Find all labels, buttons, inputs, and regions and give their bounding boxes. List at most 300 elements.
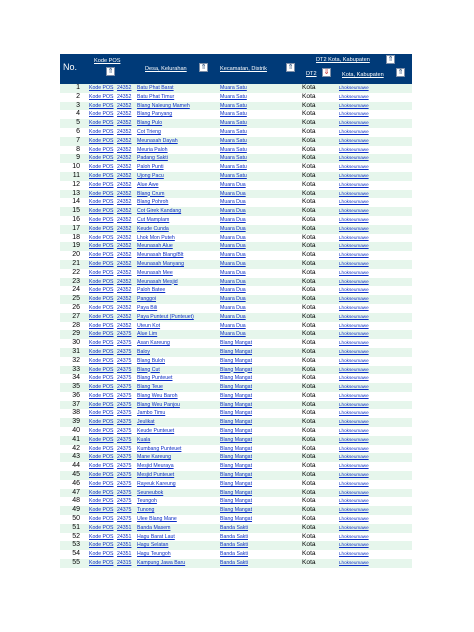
kabupaten-link[interactable]: Lhokseumawe (339, 472, 369, 478)
kabupaten-link[interactable]: Lhokseumawe (339, 384, 369, 390)
kode-pos-link[interactable]: Kode POS (89, 480, 114, 487)
kabupaten-link[interactable]: Lhokseumawe (339, 542, 369, 548)
desa-link[interactable]: Blang Panyang (137, 111, 173, 118)
postal-code-link[interactable]: 24375 (117, 498, 132, 505)
postal-code-link[interactable]: 24375 (117, 419, 132, 426)
kabupaten-link[interactable]: Lhokseumawe (339, 260, 369, 266)
kecamatan-link[interactable]: Banda Sakti (220, 542, 248, 549)
sort-link-dt2[interactable]: DT2 (306, 71, 317, 77)
kode-pos-link[interactable]: Kode POS (89, 524, 114, 531)
kabupaten-link[interactable]: Lhokseumawe (339, 102, 369, 108)
row-number: 13 (72, 189, 80, 197)
kode-pos-link[interactable]: Kode POS (89, 287, 114, 294)
kecamatan-link[interactable]: Muara Dua (220, 278, 246, 285)
desa-link[interactable]: Paya Punteut (Punteuet) (137, 313, 194, 320)
desa-link[interactable]: Mane Kareung (137, 454, 172, 461)
kode-pos-link[interactable]: Kode POS (89, 375, 114, 382)
kecamatan-link[interactable]: Blang Mangat (220, 401, 253, 408)
postal-code-link[interactable]: 24375 (117, 480, 132, 487)
kabupaten-link[interactable]: Lhokseumawe (339, 172, 369, 178)
desa-link[interactable]: Blang Buloh (137, 357, 165, 364)
kecamatan-link[interactable]: Muara Dua (220, 225, 246, 232)
kabupaten-link[interactable]: Lhokseumawe (339, 216, 369, 222)
kecamatan-link[interactable]: Muara Dua (220, 287, 246, 294)
postal-code-link[interactable]: 24375 (117, 366, 132, 373)
postal-code-link[interactable]: 24352 (117, 155, 132, 162)
postal-code-link[interactable]: 24375 (117, 472, 132, 479)
kabupaten-link[interactable]: Lhokseumawe (339, 225, 369, 231)
row-number: 11 (72, 171, 80, 179)
kabupaten-link[interactable]: Lhokseumawe (339, 93, 369, 99)
kecamatan-link[interactable]: Muara Satu (220, 164, 247, 171)
kode-pos-link[interactable]: Kode POS (89, 516, 114, 523)
postal-code-link[interactable]: 24375 (117, 331, 132, 338)
postal-code-link[interactable]: 24351 (117, 533, 132, 540)
kode-pos-link[interactable]: Kode POS (89, 225, 114, 232)
kecamatan-link[interactable]: Blang Mangat (220, 348, 253, 355)
row-number: 41 (72, 435, 80, 443)
desa-link[interactable]: Keude Punteuet (137, 428, 175, 435)
desa-link[interactable]: Seuneubok (137, 489, 164, 496)
kabupaten-link[interactable]: Lhokseumawe (339, 348, 369, 354)
kecamatan-link[interactable]: Blang Mangat (220, 366, 253, 373)
postal-code-link[interactable]: 24352 (117, 93, 132, 100)
kode-pos-link[interactable]: Kode POS (89, 278, 114, 285)
kode-pos-link[interactable]: Kode POS (89, 560, 114, 567)
desa-link[interactable]: Meunasah Mee (137, 269, 173, 276)
postal-code-link[interactable]: 24352 (117, 304, 132, 311)
desa-link[interactable]: Jambo Timu (137, 410, 166, 417)
kabupaten-link[interactable]: Lhokseumawe (339, 304, 369, 310)
kode-pos-link[interactable]: Kode POS (89, 463, 114, 470)
row-number: 17 (72, 224, 80, 232)
desa-link[interactable]: Paya Bili (137, 304, 158, 311)
desa-link[interactable]: Ujong Pacu (137, 172, 164, 179)
postal-code-link[interactable]: 24375 (117, 428, 132, 435)
kode-pos-link[interactable]: Kode POS (89, 93, 114, 100)
kecamatan-link[interactable]: Muara Dua (220, 260, 246, 267)
postal-code-link[interactable]: 24375 (117, 340, 132, 347)
postal-code-link[interactable]: 24352 (117, 111, 132, 118)
kecamatan-link[interactable]: Muara Dua (220, 304, 246, 311)
postal-code-link[interactable]: 24375 (117, 401, 132, 408)
desa-link[interactable]: Batu Phat Timur (137, 93, 175, 100)
kode-pos-link[interactable]: Kode POS (89, 155, 114, 162)
kabupaten-link[interactable]: Lhokseumawe (339, 445, 369, 451)
sort-link-desa[interactable]: Desa, Kelurahan (145, 66, 187, 72)
desa-link[interactable]: Kumbang Punteuet (137, 445, 182, 452)
kecamatan-link[interactable]: Blang Mangat (220, 419, 253, 426)
table-row (60, 559, 412, 568)
kode-pos-link[interactable]: Kode POS (89, 304, 114, 311)
kabupaten-link[interactable]: Lhokseumawe (339, 410, 369, 416)
sort-up-icon[interactable]: ⇑ (200, 64, 207, 71)
kode-pos-link[interactable]: Kode POS (89, 366, 114, 373)
kabupaten-link[interactable]: Lhokseumawe (339, 234, 369, 240)
kode-pos-link[interactable]: Kode POS (89, 181, 114, 188)
kode-pos-link[interactable]: Kode POS (89, 392, 114, 399)
desa-link[interactable]: Cot Girek Kandang (137, 208, 182, 215)
kecamatan-link[interactable]: Muara Dua (220, 269, 246, 276)
kecamatan-link[interactable]: Muara Dua (220, 216, 246, 223)
desa-link[interactable]: Alue Lim (137, 331, 158, 338)
kode-pos-link[interactable]: Kode POS (89, 260, 114, 267)
kode-pos-link[interactable]: Kode POS (89, 533, 114, 540)
postal-code-link[interactable]: 24352 (117, 313, 132, 320)
kode-pos-link[interactable]: Kode POS (89, 208, 114, 215)
kode-pos-link[interactable]: Kode POS (89, 384, 114, 391)
postal-code-link[interactable]: 24375 (117, 392, 132, 399)
postal-code-link[interactable]: 24352 (117, 181, 132, 188)
kode-pos-link[interactable]: Kode POS (89, 445, 114, 452)
desa-link[interactable]: Lhok Mon Puteh (137, 234, 175, 241)
kode-pos-link[interactable]: Kode POS (89, 498, 114, 505)
desa-link[interactable]: Padang Sakti (137, 155, 168, 162)
desa-link[interactable]: Cot Trieng (137, 128, 161, 135)
postal-code-link[interactable]: 24375 (117, 384, 132, 391)
desa-link[interactable]: Rayeuk Kareung (137, 480, 176, 487)
kecamatan-link[interactable]: Muara Dua (220, 252, 246, 259)
desa-link[interactable]: Tunong (137, 507, 155, 514)
kabupaten-link[interactable]: Lhokseumawe (339, 436, 369, 442)
kode-pos-link[interactable]: Kode POS (89, 252, 114, 259)
kode-pos-link[interactable]: Kode POS (89, 322, 114, 329)
desa-link[interactable]: Hagu Selatan (137, 542, 169, 549)
postal-code-link[interactable]: 24375 (117, 375, 132, 382)
postal-code-link[interactable]: 24352 (117, 278, 132, 285)
kode-pos-link[interactable]: Kode POS (89, 340, 114, 347)
kode-pos-link[interactable]: Kode POS (89, 507, 114, 514)
postal-code-link[interactable]: 24352 (117, 243, 132, 250)
desa-link[interactable]: Blang Pulo (137, 120, 163, 127)
kabupaten-link[interactable]: Lhokseumawe (339, 296, 369, 302)
kode-pos-link[interactable]: Kode POS (89, 234, 114, 241)
kode-pos-link[interactable]: Kode POS (89, 137, 114, 144)
postal-code-link[interactable]: 24352 (117, 234, 132, 241)
kabupaten-link[interactable]: Lhokseumawe (339, 392, 369, 398)
desa-link[interactable]: Meuria Paloh (137, 146, 168, 153)
kabupaten-link[interactable]: Lhokseumawe (339, 463, 369, 469)
kabupaten-link[interactable]: Lhokseumawe (339, 375, 369, 381)
desa-link[interactable]: Blang Weu Panjou (137, 401, 180, 408)
kecamatan-link[interactable]: Muara Dua (220, 190, 246, 197)
desa-link[interactable]: Blang Teue (137, 384, 163, 391)
kabupaten-link[interactable]: Lhokseumawe (339, 199, 369, 205)
dt2-type: Kota (302, 154, 316, 162)
desa-link[interactable]: Banda Masem (137, 524, 171, 531)
kabupaten-link[interactable]: Lhokseumawe (339, 454, 369, 460)
postal-code-link[interactable]: 24352 (117, 128, 132, 135)
kode-pos-link[interactable]: Kode POS (89, 199, 114, 206)
sort-link-kecamatan[interactable]: Kecamatan, Distrik (220, 66, 267, 72)
desa-link[interactable]: Jeulikat (137, 419, 155, 426)
desa-link[interactable]: Meunasah Alue (137, 243, 173, 250)
sort-link-kode-pos[interactable]: Kode POS (94, 58, 121, 64)
kode-pos-link[interactable]: Kode POS (89, 146, 114, 153)
postal-code-link[interactable]: 24352 (117, 146, 132, 153)
kecamatan-link[interactable]: Muara Satu (220, 137, 247, 144)
sort-down-icon[interactable]: ⇓ (323, 69, 330, 76)
kode-pos-link[interactable]: Kode POS (89, 172, 114, 179)
desa-link[interactable]: Paloh Batee (137, 287, 166, 294)
desa-link[interactable]: Alue Awe (137, 181, 159, 188)
postal-code-link[interactable]: 24352 (117, 102, 132, 109)
desa-link[interactable]: Blang Cut (137, 366, 160, 373)
kode-pos-link[interactable]: Kode POS (89, 401, 114, 408)
kecamatan-link[interactable]: Muara Satu (220, 128, 247, 135)
kabupaten-link[interactable]: Lhokseumawe (339, 524, 369, 530)
postal-code-link[interactable]: 24352 (117, 225, 132, 232)
kode-pos-link[interactable]: Kode POS (89, 313, 114, 320)
desa-link[interactable]: Hagu Barat Laut (137, 533, 175, 540)
sort-link-dt2-kota-kabupaten[interactable]: DT2 Kota, Kabupaten (316, 57, 370, 63)
desa-link[interactable]: Keude Cunda (137, 225, 169, 232)
kecamatan-link[interactable]: Muara Satu (220, 93, 247, 100)
postal-code-link[interactable]: 24375 (117, 410, 132, 417)
postal-code-link[interactable]: 24375 (117, 507, 132, 514)
row-number: 42 (72, 444, 80, 452)
kecamatan-link[interactable]: Banda Sakti (220, 551, 248, 558)
kecamatan-link[interactable]: Muara Satu (220, 111, 247, 118)
kecamatan-link[interactable]: Blang Mangat (220, 507, 253, 514)
kecamatan-link[interactable]: Blang Mangat (220, 410, 253, 417)
kode-pos-link[interactable]: Kode POS (89, 243, 114, 250)
kabupaten-link[interactable]: Lhokseumawe (339, 419, 369, 425)
desa-link[interactable]: Baloy (137, 348, 150, 355)
kode-pos-link[interactable]: Kode POS (89, 269, 114, 276)
kode-pos-link[interactable]: Kode POS (89, 551, 114, 558)
kecamatan-link[interactable]: Blang Mangat (220, 498, 253, 505)
sort-up-icon[interactable]: ⇑ (107, 68, 114, 75)
desa-link[interactable]: Asan Kareung (137, 340, 170, 347)
desa-link[interactable]: Meunasah Dayah (137, 137, 178, 144)
kecamatan-link[interactable]: Blang Mangat (220, 375, 253, 382)
kecamatan-link[interactable]: Muara Dua (220, 243, 246, 250)
postal-code-link[interactable]: 24375 (117, 436, 132, 443)
postal-code-link[interactable]: 24352 (117, 172, 132, 179)
kecamatan-link[interactable]: Blang Mangat (220, 445, 253, 452)
kabupaten-link[interactable]: Lhokseumawe (339, 269, 369, 275)
table-row (60, 110, 412, 119)
desa-link[interactable]: Ulee Blang Mane (137, 516, 177, 523)
kecamatan-link[interactable]: Blang Mangat (220, 489, 253, 496)
kode-pos-link[interactable]: Kode POS (89, 111, 114, 118)
dt2-type: Kota (302, 92, 316, 100)
sort-up-icon[interactable]: ⇑ (387, 56, 394, 63)
kecamatan-link[interactable]: Blang Mangat (220, 357, 253, 364)
desa-link[interactable]: Meunasah Manyang (137, 260, 185, 267)
table-row (60, 181, 412, 190)
kabupaten-link[interactable]: Lhokseumawe (339, 190, 369, 196)
postal-code-link[interactable]: 24351 (117, 524, 132, 531)
kecamatan-link[interactable]: Banda Sakti (220, 524, 248, 531)
postal-code-link[interactable]: 24352 (117, 120, 132, 127)
sort-link-kota-kabupaten[interactable]: Kota, Kabupaten (342, 72, 384, 78)
postal-code-link[interactable]: 24352 (117, 85, 132, 91)
postal-code-link[interactable]: 24315 (117, 560, 132, 567)
postal-code-link[interactable]: 24352 (117, 199, 132, 206)
kabupaten-link[interactable]: Lhokseumawe (339, 322, 369, 328)
kabupaten-link[interactable]: Lhokseumawe (339, 146, 369, 152)
kecamatan-link[interactable]: Blang Mangat (220, 340, 253, 347)
sort-up-icon[interactable]: ⇑ (287, 64, 294, 71)
kecamatan-link[interactable]: Muara Dua (220, 208, 246, 215)
kecamatan-link[interactable]: Blang Mangat (220, 480, 253, 487)
postal-code-link[interactable]: 24375 (117, 454, 132, 461)
table-row (60, 524, 412, 533)
kabupaten-link[interactable]: Lhokseumawe (339, 278, 369, 284)
kabupaten-link[interactable]: Lhokseumawe (339, 208, 369, 214)
postal-code-link[interactable]: 24375 (117, 445, 132, 452)
kabupaten-link[interactable]: Lhokseumawe (339, 340, 369, 346)
kecamatan-link[interactable]: Muara Dua (220, 234, 246, 241)
postal-code-link[interactable]: 24375 (117, 357, 132, 364)
desa-link[interactable]: Kampung Jawa Baru (137, 560, 186, 567)
kecamatan-link[interactable]: Muara Satu (220, 146, 247, 153)
desa-link[interactable]: Meunasah Mesjid (137, 278, 178, 285)
kabupaten-link[interactable]: Lhokseumawe (339, 120, 369, 126)
kode-pos-link[interactable]: Kode POS (89, 331, 114, 338)
kabupaten-link[interactable]: Lhokseumawe (339, 181, 369, 187)
postal-code-link[interactable]: 24352 (117, 216, 132, 223)
desa-link[interactable]: Mesjid Punteuet (137, 472, 175, 479)
kabupaten-link[interactable]: Lhokseumawe (339, 243, 369, 249)
postal-code-link[interactable]: 24352 (117, 260, 132, 267)
kode-pos-link[interactable]: Kode POS (89, 216, 114, 223)
desa-link[interactable]: Blang Pohroh (137, 199, 169, 206)
kode-pos-link[interactable]: Kode POS (89, 489, 114, 496)
kabupaten-link[interactable]: Lhokseumawe (339, 480, 369, 486)
postal-code-link[interactable]: 24375 (117, 463, 132, 470)
postal-code-link[interactable]: 24375 (117, 516, 132, 523)
kabupaten-link[interactable]: Lhokseumawe (339, 428, 369, 434)
kode-pos-link[interactable]: Kode POS (89, 410, 114, 417)
desa-link[interactable]: Paloh Punti (137, 164, 164, 171)
kecamatan-link[interactable]: Banda Sakti (220, 560, 248, 567)
kecamatan-link[interactable]: Blang Mangat (220, 428, 253, 435)
postal-code-link[interactable]: 24352 (117, 287, 132, 294)
desa-link[interactable]: Batu Phat Barat (137, 85, 174, 91)
desa-link[interactable]: Kuala (137, 436, 151, 443)
kecamatan-link[interactable]: Muara Dua (220, 331, 246, 338)
postal-code-link[interactable]: 24352 (117, 190, 132, 197)
postal-code-link[interactable]: 24352 (117, 296, 132, 303)
postal-code-link[interactable]: 24352 (117, 252, 132, 259)
kecamatan-link[interactable]: Muara Dua (220, 322, 246, 329)
desa-link[interactable]: Cut Mamplam (137, 216, 170, 223)
desa-link[interactable]: Hagu Teungoh (137, 551, 171, 558)
desa-link[interactable]: Mesjid Meuraya (137, 463, 174, 470)
kabupaten-link[interactable]: Lhokseumawe (339, 331, 369, 337)
kabupaten-link[interactable]: Lhokseumawe (339, 128, 369, 134)
kode-pos-link[interactable]: Kode POS (89, 436, 114, 443)
kabupaten-link[interactable]: Lhokseumawe (339, 313, 369, 319)
kode-pos-link[interactable]: Kode POS (89, 120, 114, 127)
kabupaten-link[interactable]: Lhokseumawe (339, 357, 369, 363)
kabupaten-link[interactable]: Lhokseumawe (339, 137, 369, 143)
desa-link[interactable]: Uteun Kot (137, 322, 161, 329)
kode-pos-link[interactable]: Kode POS (89, 542, 114, 549)
kabupaten-link[interactable]: Lhokseumawe (339, 252, 369, 258)
postal-code-link[interactable]: 24352 (117, 137, 132, 144)
desa-link[interactable]: Blang Crum (137, 190, 165, 197)
kode-pos-link[interactable]: Kode POS (89, 357, 114, 364)
kecamatan-link[interactable]: Muara Satu (220, 102, 247, 109)
kode-pos-link[interactable]: Kode POS (89, 454, 114, 461)
kode-pos-link[interactable]: Kode POS (89, 472, 114, 479)
kecamatan-link[interactable]: Blang Mangat (220, 436, 253, 443)
kecamatan-link[interactable]: Blang Mangat (220, 384, 253, 391)
kecamatan-link[interactable]: Blang Mangat (220, 392, 253, 399)
kecamatan-link[interactable]: Muara Dua (220, 181, 246, 188)
kabupaten-link[interactable]: Lhokseumawe (339, 401, 369, 407)
kecamatan-link[interactable]: Blang Mangat (220, 472, 253, 479)
desa-link[interactable]: Blang Naleung Mameh (137, 102, 190, 109)
kecamatan-link[interactable]: Blang Mangat (220, 454, 253, 461)
desa-link[interactable]: Teungoh (137, 498, 157, 505)
table-row (60, 489, 412, 498)
kabupaten-link[interactable]: Lhokseumawe (339, 560, 369, 566)
kabupaten-link[interactable]: Lhokseumawe (339, 85, 369, 90)
kabupaten-link[interactable]: Lhokseumawe (339, 507, 369, 513)
kecamatan-link[interactable]: Muara Satu (220, 155, 247, 162)
postal-code-link[interactable]: 24375 (117, 489, 132, 496)
kabupaten-link[interactable]: Lhokseumawe (339, 111, 369, 117)
kode-pos-link[interactable]: Kode POS (89, 190, 114, 197)
desa-link[interactable]: Panggoi (137, 296, 157, 303)
postal-code-link[interactable]: 24375 (117, 348, 132, 355)
postal-code-link[interactable]: 24352 (117, 322, 132, 329)
kabupaten-link[interactable]: Lhokseumawe (339, 366, 369, 372)
kode-pos-link[interactable]: Kode POS (89, 164, 114, 171)
kecamatan-link[interactable]: Muara Satu (220, 120, 247, 127)
kecamatan-link[interactable]: Muara Satu (220, 172, 247, 179)
kecamatan-link[interactable]: Banda Sakti (220, 533, 248, 540)
kabupaten-link[interactable]: Lhokseumawe (339, 516, 369, 522)
postal-code-link[interactable]: 24352 (117, 208, 132, 215)
kabupaten-link[interactable]: Lhokseumawe (339, 164, 369, 170)
desa-link[interactable]: Meunasah Blang/Blt (137, 252, 184, 259)
kabupaten-link[interactable]: Lhokseumawe (339, 533, 369, 539)
kabupaten-link[interactable]: Lhokseumawe (339, 489, 369, 495)
kode-pos-link[interactable]: Kode POS (89, 348, 114, 355)
sort-up-icon[interactable]: ⇑ (397, 69, 404, 76)
kecamatan-link[interactable]: Muara Dua (220, 313, 246, 320)
desa-link[interactable]: Blang Weu Baroh (137, 392, 178, 399)
postal-code-link[interactable]: 24352 (117, 269, 132, 276)
kabupaten-link[interactable]: Lhokseumawe (339, 287, 369, 293)
kabupaten-link[interactable]: Lhokseumawe (339, 498, 369, 504)
kecamatan-link[interactable]: Muara Dua (220, 296, 246, 303)
kode-pos-link[interactable]: Kode POS (89, 428, 114, 435)
kode-pos-link[interactable]: Kode POS (89, 85, 114, 91)
kode-pos-link[interactable]: Kode POS (89, 296, 114, 303)
kecamatan-link[interactable]: Muara Satu (220, 85, 247, 91)
kode-pos-link[interactable]: Kode POS (89, 128, 114, 135)
kode-pos-link[interactable]: Kode POS (89, 419, 114, 426)
postal-code-link[interactable]: 24351 (117, 551, 132, 558)
kabupaten-link[interactable]: Lhokseumawe (339, 551, 369, 557)
kecamatan-link[interactable]: Blang Mangat (220, 463, 253, 470)
dt2-type: Kota (302, 286, 316, 294)
postal-code-link[interactable]: 24351 (117, 542, 132, 549)
kecamatan-link[interactable]: Muara Dua (220, 199, 246, 206)
kabupaten-link[interactable]: Lhokseumawe (339, 155, 369, 161)
kecamatan-link[interactable]: Blang Mangat (220, 516, 253, 523)
kode-pos-link[interactable]: Kode POS (89, 102, 114, 109)
postal-code-link[interactable]: 24352 (117, 164, 132, 171)
desa-link[interactable]: Blang Punteuet (137, 375, 173, 382)
